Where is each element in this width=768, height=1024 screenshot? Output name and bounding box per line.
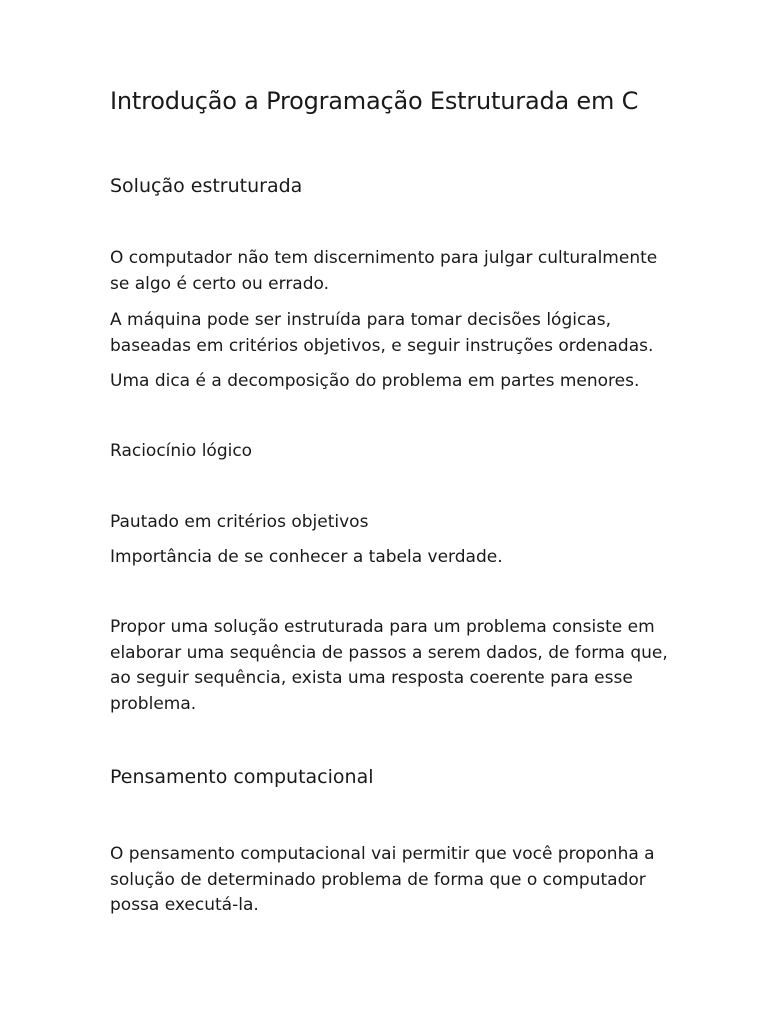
paragraph-pensamento-computacional: O pensamento computacional vai permitir que você proponha a solução de determinado problema de forma que o computador possa executá-la.: [110, 844, 655, 915]
paragraph-tabela-verdade: Importância de se conhecer a tabela verdade.: [110, 547, 503, 567]
paragraph-maquina-instruida: A máquina pode ser instruída para tomar decisões lógicas, baseadas em critérios objetivos, e seguir instruções ordenadas.: [110, 310, 654, 356]
section-heading-raciocinio-logico: Raciocínio lógico: [110, 441, 253, 461]
document-title: Introdução a Programação Estruturada em C: [110, 87, 639, 115]
section-heading-pensamento-computacional: Pensamento computacional: [110, 766, 374, 788]
paragraph-computador-discernimento: O computador não tem discernimento para julgar culturalmente se algo é certo ou errado.: [110, 248, 658, 294]
paragraph-decomposicao: Uma dica é a decomposição do problema em partes menores.: [110, 371, 640, 391]
section-heading-solucao-estruturada: Solução estruturada: [110, 175, 303, 197]
paragraph-solucao-estruturada-definicao: Propor uma solução estruturada para um problema consiste em elaborar uma sequência de passos a serem dados, de forma que, ao seguir sequência, exista uma resposta coerente para esse problema.: [110, 617, 668, 714]
paragraph-pautado-criterios: Pautado em critérios objetivos: [110, 512, 369, 532]
